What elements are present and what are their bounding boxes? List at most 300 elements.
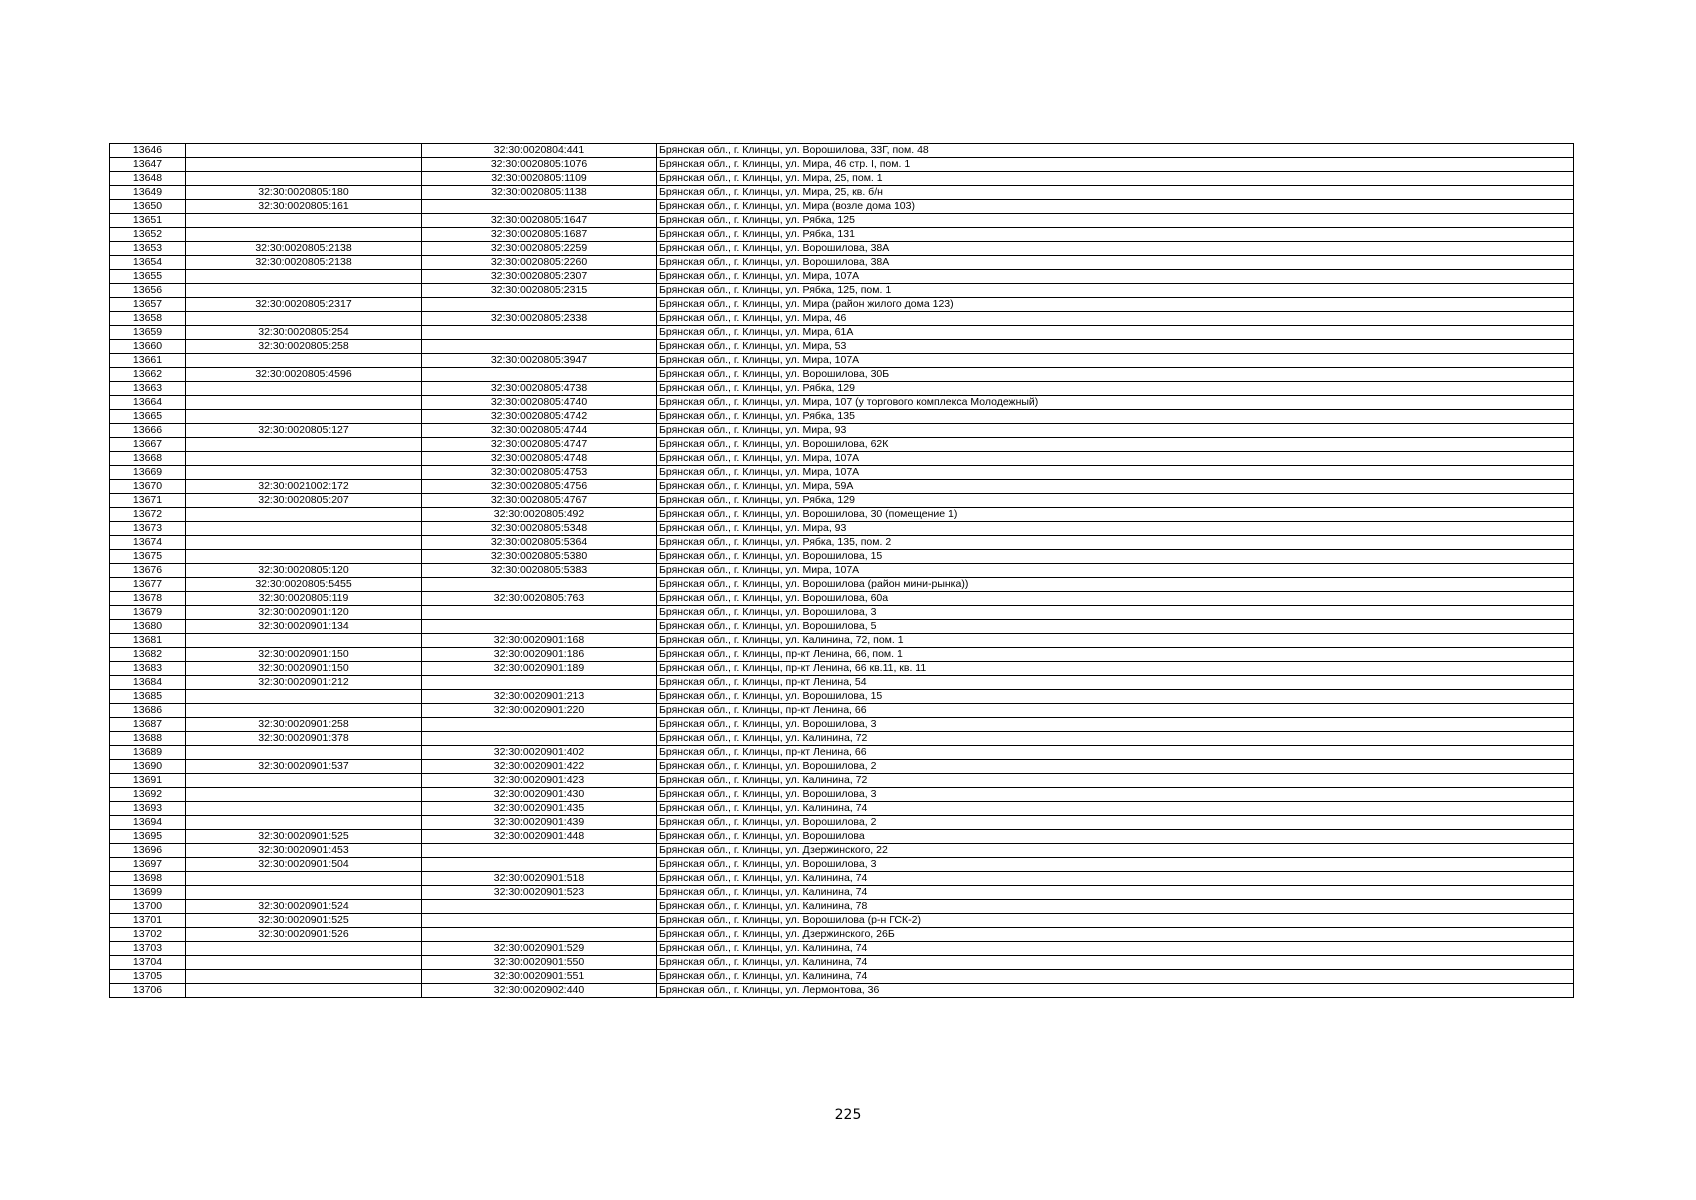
cadastral-number-b-cell [422,718,657,732]
table-row [110,620,1574,634]
cadastral-number-b-cell: 32:30:0020805:1076 [422,158,657,172]
cadastral-number-b-cell: 32:30:0020901:439 [422,816,657,830]
cadastral-number-a-cell: 32:30:0020901:537 [186,760,422,774]
address-cell: Брянская обл., г. Клинцы, ул. Мира (возле дома 103) [657,200,1574,214]
cadastral-number-a-cell [186,634,422,648]
cadastral-number-a-cell: 32:30:0020805:254 [186,326,422,340]
cadastral-number-b-cell: 32:30:0020805:4753 [422,466,657,480]
cadastral-number-b-cell [422,858,657,872]
table-row [110,718,1574,732]
address-cell: Брянская обл., г. Клинцы, ул. Ворошилова (р-н ГСК-2) [657,914,1574,928]
cadastral-number-a-cell: 32:30:0020805:2138 [186,242,422,256]
address-cell: Брянская обл., г. Клинцы, ул. Мира, 93 [657,424,1574,438]
row-number-cell: 13683 [110,662,186,676]
cadastral-number-b-cell: 32:30:0020901:435 [422,802,657,816]
table-row [110,606,1574,620]
cadastral-number-b-cell: 32:30:0020805:4742 [422,410,657,424]
cadastral-number-b-cell: 32:30:0020805:2307 [422,270,657,284]
row-number-cell: 13668 [110,452,186,466]
table-row [110,312,1574,326]
row-number-cell: 13696 [110,844,186,858]
address-cell: Брянская обл., г. Клинцы, ул. Мира, 107А [657,354,1574,368]
address-cell: Брянская обл., г. Клинцы, ул. Рябка, 135, пом. 2 [657,536,1574,550]
register-table [109,143,1574,998]
row-number-cell: 13700 [110,900,186,914]
row-number-cell: 13667 [110,438,186,452]
row-number-cell: 13688 [110,732,186,746]
row-number-cell: 13695 [110,830,186,844]
cadastral-number-b-cell: 32:30:0020805:5348 [422,522,657,536]
table-row [110,942,1574,956]
cadastral-number-a-cell: 32:30:0020805:180 [186,186,422,200]
cadastral-number-a-cell: 32:30:0020805:120 [186,564,422,578]
address-cell: Брянская обл., г. Клинцы, ул. Ворошилова, 5 [657,620,1574,634]
cadastral-number-b-cell: 32:30:0020805:2259 [422,242,657,256]
cadastral-number-a-cell [186,816,422,830]
cadastral-number-a-cell: 32:30:0020901:504 [186,858,422,872]
row-number-cell: 13663 [110,382,186,396]
row-number-cell: 13690 [110,760,186,774]
row-number-cell: 13646 [110,144,186,158]
address-cell: Брянская обл., г. Клинцы, ул. Ворошилова, 33Г, пом. 48 [657,144,1574,158]
cadastral-number-b-cell [422,914,657,928]
row-number-cell: 13693 [110,802,186,816]
address-cell: Брянская обл., г. Клинцы, ул. Рябка, 129 [657,382,1574,396]
cadastral-number-a-cell [186,144,422,158]
address-cell: Брянская обл., г. Клинцы, ул. Ворошилова, 62К [657,438,1574,452]
cadastral-number-b-cell [422,200,657,214]
row-number-cell: 13673 [110,522,186,536]
address-cell: Брянская обл., г. Клинцы, ул. Ворошилова, 30 (помещение 1) [657,508,1574,522]
row-number-cell: 13705 [110,970,186,984]
table-row [110,970,1574,984]
row-number-cell: 13701 [110,914,186,928]
table-row [110,452,1574,466]
address-cell: Брянская обл., г. Клинцы, ул. Дзержинского, 26Б [657,928,1574,942]
table-row [110,494,1574,508]
row-number-cell: 13671 [110,494,186,508]
cadastral-number-b-cell [422,298,657,312]
cadastral-number-a-cell [186,410,422,424]
table-row [110,746,1574,760]
table-row [110,816,1574,830]
table-row [110,144,1574,158]
cadastral-number-a-cell [186,802,422,816]
address-cell: Брянская обл., г. Клинцы, ул. Мира, 46 стр. I, пом. 1 [657,158,1574,172]
cadastral-number-b-cell [422,326,657,340]
table-row [110,844,1574,858]
table-row [110,186,1574,200]
address-cell: Брянская обл., г. Клинцы, ул. Ворошилова (район мини-рынка)) [657,578,1574,592]
register-table-body [110,144,1574,998]
cadastral-number-a-cell [186,746,422,760]
address-cell: Брянская обл., г. Клинцы, ул. Мира, 59А [657,480,1574,494]
row-number-cell: 13682 [110,648,186,662]
address-cell: Брянская обл., г. Клинцы, пр-кт Ленина, 66 [657,704,1574,718]
cadastral-number-a-cell [186,942,422,956]
address-cell: Брянская обл., г. Клинцы, ул. Рябка, 125, пом. 1 [657,284,1574,298]
row-number-cell: 13677 [110,578,186,592]
cadastral-number-b-cell: 32:30:0020805:5383 [422,564,657,578]
table-row [110,284,1574,298]
table-row [110,760,1574,774]
table-row [110,200,1574,214]
cadastral-number-b-cell: 32:30:0020901:551 [422,970,657,984]
row-number-cell: 13675 [110,550,186,564]
table-row [110,214,1574,228]
cadastral-number-a-cell [186,466,422,480]
cadastral-number-b-cell: 32:30:0020901:423 [422,774,657,788]
cadastral-number-b-cell: 32:30:0020805:1647 [422,214,657,228]
cadastral-number-b-cell: 32:30:0020805:4767 [422,494,657,508]
table-row [110,466,1574,480]
table-row [110,242,1574,256]
cadastral-number-a-cell: 32:30:0020901:526 [186,928,422,942]
cadastral-number-a-cell [186,788,422,802]
address-cell: Брянская обл., г. Клинцы, ул. Калинина, 74 [657,942,1574,956]
cadastral-number-b-cell: 32:30:0020901:448 [422,830,657,844]
address-cell: Брянская обл., г. Клинцы, ул. Мира, 107А [657,452,1574,466]
table-row [110,536,1574,550]
table-row [110,886,1574,900]
cadastral-number-b-cell: 32:30:0020901:402 [422,746,657,760]
cadastral-number-b-cell: 32:30:0020805:4744 [422,424,657,438]
cadastral-number-b-cell: 32:30:0020901:430 [422,788,657,802]
cadastral-number-a-cell [186,228,422,242]
row-number-cell: 13694 [110,816,186,830]
cadastral-number-b-cell: 32:30:0020901:422 [422,760,657,774]
cadastral-number-b-cell: 32:30:0020805:1109 [422,172,657,186]
row-number-cell: 13670 [110,480,186,494]
table-row [110,396,1574,410]
address-cell: Брянская обл., г. Клинцы, ул. Калинина, 74 [657,872,1574,886]
address-cell: Брянская обл., г. Клинцы, ул. Калинина, 74 [657,886,1574,900]
table-row [110,410,1574,424]
address-cell: Брянская обл., г. Клинцы, ул. Калинина, 74 [657,970,1574,984]
cadastral-number-a-cell: 32:30:0020805:161 [186,200,422,214]
row-number-cell: 13658 [110,312,186,326]
row-number-cell: 13698 [110,872,186,886]
table-row [110,326,1574,340]
address-cell: Брянская обл., г. Клинцы, ул. Ворошилова, 30Б [657,368,1574,382]
cadastral-number-b-cell: 32:30:0020805:1138 [422,186,657,200]
cadastral-number-b-cell [422,928,657,942]
table-row [110,158,1574,172]
cadastral-number-b-cell: 32:30:0020804:441 [422,144,657,158]
row-number-cell: 13651 [110,214,186,228]
address-cell: Брянская обл., г. Клинцы, ул. Рябка, 129 [657,494,1574,508]
row-number-cell: 13652 [110,228,186,242]
cadastral-number-b-cell: 32:30:0020901:523 [422,886,657,900]
cadastral-number-b-cell [422,676,657,690]
address-cell: Брянская обл., г. Клинцы, ул. Мира, 107 (у торгового комплекса Молодежный) [657,396,1574,410]
table-row [110,956,1574,970]
cadastral-number-a-cell [186,382,422,396]
table-row [110,802,1574,816]
cadastral-number-b-cell: 32:30:0020805:2338 [422,312,657,326]
cadastral-number-a-cell [186,522,422,536]
table-row [110,830,1574,844]
row-number-cell: 13680 [110,620,186,634]
row-number-cell: 13685 [110,690,186,704]
table-row [110,774,1574,788]
table-row [110,648,1574,662]
row-number-cell: 13703 [110,942,186,956]
cadastral-number-a-cell: 32:30:0020805:127 [186,424,422,438]
address-cell: Брянская обл., г. Клинцы, ул. Ворошилова, 60а [657,592,1574,606]
cadastral-number-a-cell: 32:30:0020901:150 [186,648,422,662]
address-cell: Брянская обл., г. Клинцы, ул. Мира, 107А [657,270,1574,284]
cadastral-number-a-cell [186,970,422,984]
cadastral-number-b-cell: 32:30:0020805:5380 [422,550,657,564]
address-cell: Брянская обл., г. Клинцы, ул. Мира, 46 [657,312,1574,326]
cadastral-number-b-cell: 32:30:0020901:213 [422,690,657,704]
address-cell: Брянская обл., г. Клинцы, ул. Калинина, 74 [657,956,1574,970]
cadastral-number-b-cell [422,620,657,634]
table-row [110,872,1574,886]
cadastral-number-a-cell: 32:30:0020805:2317 [186,298,422,312]
row-number-cell: 13656 [110,284,186,298]
table-row [110,928,1574,942]
row-number-cell: 13674 [110,536,186,550]
cadastral-number-a-cell: 32:30:0020901:258 [186,718,422,732]
table-row [110,704,1574,718]
table-row [110,732,1574,746]
cadastral-number-b-cell: 32:30:0020805:4748 [422,452,657,466]
cadastral-number-a-cell [186,172,422,186]
cadastral-number-b-cell: 32:30:0020805:5364 [422,536,657,550]
cadastral-number-b-cell: 32:30:0020902:440 [422,984,657,998]
row-number-cell: 13657 [110,298,186,312]
table-row [110,298,1574,312]
table-row [110,424,1574,438]
address-cell: Брянская обл., г. Клинцы, пр-кт Ленина, 66 [657,746,1574,760]
cadastral-number-a-cell [186,158,422,172]
cadastral-number-a-cell [186,774,422,788]
cadastral-number-a-cell [186,956,422,970]
cadastral-number-b-cell [422,368,657,382]
cadastral-number-b-cell: 32:30:0020805:1687 [422,228,657,242]
address-cell: Брянская обл., г. Клинцы, ул. Ворошилова, 3 [657,788,1574,802]
table-row [110,634,1574,648]
address-cell: Брянская обл., г. Клинцы, ул. Мира, 93 [657,522,1574,536]
row-number-cell: 13648 [110,172,186,186]
cadastral-number-a-cell: 32:30:0021002:172 [186,480,422,494]
table-row [110,228,1574,242]
cadastral-number-a-cell [186,886,422,900]
cadastral-number-a-cell: 32:30:0020805:207 [186,494,422,508]
cadastral-number-a-cell: 32:30:0020901:453 [186,844,422,858]
row-number-cell: 13684 [110,676,186,690]
address-cell: Брянская обл., г. Клинцы, ул. Мира (район жилого дома 123) [657,298,1574,312]
address-cell: Брянская обл., г. Клинцы, ул. Рябка, 125 [657,214,1574,228]
table-row [110,354,1574,368]
cadastral-number-a-cell [186,452,422,466]
address-cell: Брянская обл., г. Клинцы, ул. Калинина, 72 [657,774,1574,788]
cadastral-number-b-cell: 32:30:0020901:220 [422,704,657,718]
table-row [110,340,1574,354]
address-cell: Брянская обл., г. Клинцы, ул. Ворошилова, 3 [657,718,1574,732]
address-cell: Брянская обл., г. Клинцы, ул. Ворошилова [657,830,1574,844]
row-number-cell: 13655 [110,270,186,284]
address-cell: Брянская обл., г. Клинцы, ул. Калинина, 74 [657,802,1574,816]
cadastral-number-b-cell: 32:30:0020805:763 [422,592,657,606]
cadastral-number-a-cell: 32:30:0020901:524 [186,900,422,914]
row-number-cell: 13676 [110,564,186,578]
row-number-cell: 13659 [110,326,186,340]
cadastral-number-b-cell [422,732,657,746]
cadastral-number-a-cell [186,438,422,452]
table-row [110,984,1574,998]
cadastral-number-a-cell [186,704,422,718]
row-number-cell: 13679 [110,606,186,620]
cadastral-number-b-cell: 32:30:0020901:550 [422,956,657,970]
row-number-cell: 13706 [110,984,186,998]
cadastral-number-a-cell [186,396,422,410]
cadastral-number-a-cell [186,550,422,564]
cadastral-number-b-cell: 32:30:0020805:4738 [422,382,657,396]
table-row [110,858,1574,872]
cadastral-number-a-cell [186,354,422,368]
table-row [110,550,1574,564]
row-number-cell: 13702 [110,928,186,942]
table-row [110,256,1574,270]
table-row [110,382,1574,396]
address-cell: Брянская обл., г. Клинцы, пр-кт Ленина, 54 [657,676,1574,690]
row-number-cell: 13689 [110,746,186,760]
cadastral-number-b-cell: 32:30:0020901:518 [422,872,657,886]
row-number-cell: 13654 [110,256,186,270]
address-cell: Брянская обл., г. Клинцы, ул. Ворошилова, 15 [657,550,1574,564]
address-cell: Брянская обл., г. Клинцы, ул. Ворошилова, 2 [657,816,1574,830]
row-number-cell: 13664 [110,396,186,410]
table-row [110,592,1574,606]
table-row [110,480,1574,494]
cadastral-number-a-cell: 32:30:0020901:150 [186,662,422,676]
cadastral-number-a-cell: 32:30:0020805:119 [186,592,422,606]
address-cell: Брянская обл., г. Клинцы, пр-кт Ленина, 66 кв.11, кв. 11 [657,662,1574,676]
address-cell: Брянская обл., г. Клинцы, ул. Лермонтова, 36 [657,984,1574,998]
address-cell: Брянская обл., г. Клинцы, ул. Калинина, 78 [657,900,1574,914]
table-row [110,900,1574,914]
table-row [110,578,1574,592]
address-cell: Брянская обл., г. Клинцы, ул. Мира, 53 [657,340,1574,354]
cadastral-number-b-cell: 32:30:0020805:4756 [422,480,657,494]
address-cell: Брянская обл., г. Клинцы, ул. Мира, 61А [657,326,1574,340]
table-row [110,676,1574,690]
row-number-cell: 13692 [110,788,186,802]
address-cell: Брянская обл., г. Клинцы, ул. Калинина, 72, пом. 1 [657,634,1574,648]
row-number-cell: 13666 [110,424,186,438]
table-row [110,172,1574,186]
table-row [110,438,1574,452]
address-cell: Брянская обл., г. Клинцы, пр-кт Ленина, 66, пом. 1 [657,648,1574,662]
address-cell: Брянская обл., г. Клинцы, ул. Мира, 107А [657,466,1574,480]
address-cell: Брянская обл., г. Клинцы, ул. Мира, 25, кв. б/н [657,186,1574,200]
cadastral-number-a-cell: 32:30:0020901:378 [186,732,422,746]
table-row [110,508,1574,522]
address-cell: Брянская обл., г. Клинцы, ул. Дзержинского, 22 [657,844,1574,858]
cadastral-number-b-cell [422,606,657,620]
cadastral-number-a-cell: 32:30:0020805:4596 [186,368,422,382]
address-cell: Брянская обл., г. Клинцы, ул. Ворошилова, 38А [657,256,1574,270]
cadastral-number-b-cell: 32:30:0020805:2315 [422,284,657,298]
table-row [110,522,1574,536]
address-cell: Брянская обл., г. Клинцы, ул. Ворошилова, 15 [657,690,1574,704]
cadastral-number-a-cell: 32:30:0020805:5455 [186,578,422,592]
row-number-cell: 13660 [110,340,186,354]
address-cell: Брянская обл., г. Клинцы, ул. Мира, 25, пом. 1 [657,172,1574,186]
cadastral-number-a-cell [186,690,422,704]
cadastral-number-a-cell: 32:30:0020901:525 [186,914,422,928]
cadastral-number-a-cell: 32:30:0020901:212 [186,676,422,690]
address-cell: Брянская обл., г. Клинцы, ул. Ворошилова, 38А [657,242,1574,256]
row-number-cell: 13704 [110,956,186,970]
cadastral-number-a-cell [186,872,422,886]
row-number-cell: 13681 [110,634,186,648]
cadastral-number-a-cell: 32:30:0020901:134 [186,620,422,634]
address-cell: Брянская обл., г. Клинцы, ул. Ворошилова, 3 [657,606,1574,620]
cadastral-number-b-cell: 32:30:0020901:168 [422,634,657,648]
row-number-cell: 13687 [110,718,186,732]
row-number-cell: 13665 [110,410,186,424]
cadastral-number-b-cell: 32:30:0020805:4740 [422,396,657,410]
cadastral-number-a-cell: 32:30:0020901:120 [186,606,422,620]
address-cell: Брянская обл., г. Клинцы, ул. Рябка, 135 [657,410,1574,424]
row-number-cell: 13672 [110,508,186,522]
row-number-cell: 13699 [110,886,186,900]
row-number-cell: 13662 [110,368,186,382]
row-number-cell: 13691 [110,774,186,788]
cadastral-number-a-cell [186,214,422,228]
row-number-cell: 13686 [110,704,186,718]
address-cell: Брянская обл., г. Клинцы, ул. Ворошилова, 3 [657,858,1574,872]
row-number-cell: 13669 [110,466,186,480]
cadastral-number-a-cell [186,508,422,522]
table-row [110,690,1574,704]
row-number-cell: 13697 [110,858,186,872]
page-number: 225 [834,1107,862,1123]
table-row [110,270,1574,284]
table-row [110,788,1574,802]
row-number-cell: 13661 [110,354,186,368]
cadastral-number-a-cell: 32:30:0020805:258 [186,340,422,354]
cadastral-number-b-cell [422,340,657,354]
cadastral-number-a-cell [186,270,422,284]
cadastral-number-b-cell: 32:30:0020901:186 [422,648,657,662]
cadastral-number-b-cell [422,844,657,858]
table-row [110,368,1574,382]
row-number-cell: 13647 [110,158,186,172]
row-number-cell: 13650 [110,200,186,214]
cadastral-number-b-cell: 32:30:0020901:189 [422,662,657,676]
table-row [110,662,1574,676]
cadastral-number-a-cell: 32:30:0020901:525 [186,830,422,844]
row-number-cell: 13649 [110,186,186,200]
address-cell: Брянская обл., г. Клинцы, ул. Рябка, 131 [657,228,1574,242]
table-row [110,564,1574,578]
cadastral-number-a-cell: 32:30:0020805:2138 [186,256,422,270]
address-cell: Брянская обл., г. Клинцы, ул. Мира, 107А [657,564,1574,578]
cadastral-number-b-cell [422,578,657,592]
cadastral-number-a-cell [186,312,422,326]
address-cell: Брянская обл., г. Клинцы, ул. Ворошилова, 2 [657,760,1574,774]
cadastral-number-b-cell: 32:30:0020805:3947 [422,354,657,368]
table-row [110,914,1574,928]
cadastral-number-b-cell: 32:30:0020901:529 [422,942,657,956]
row-number-cell: 13678 [110,592,186,606]
cadastral-number-b-cell: 32:30:0020805:492 [422,508,657,522]
